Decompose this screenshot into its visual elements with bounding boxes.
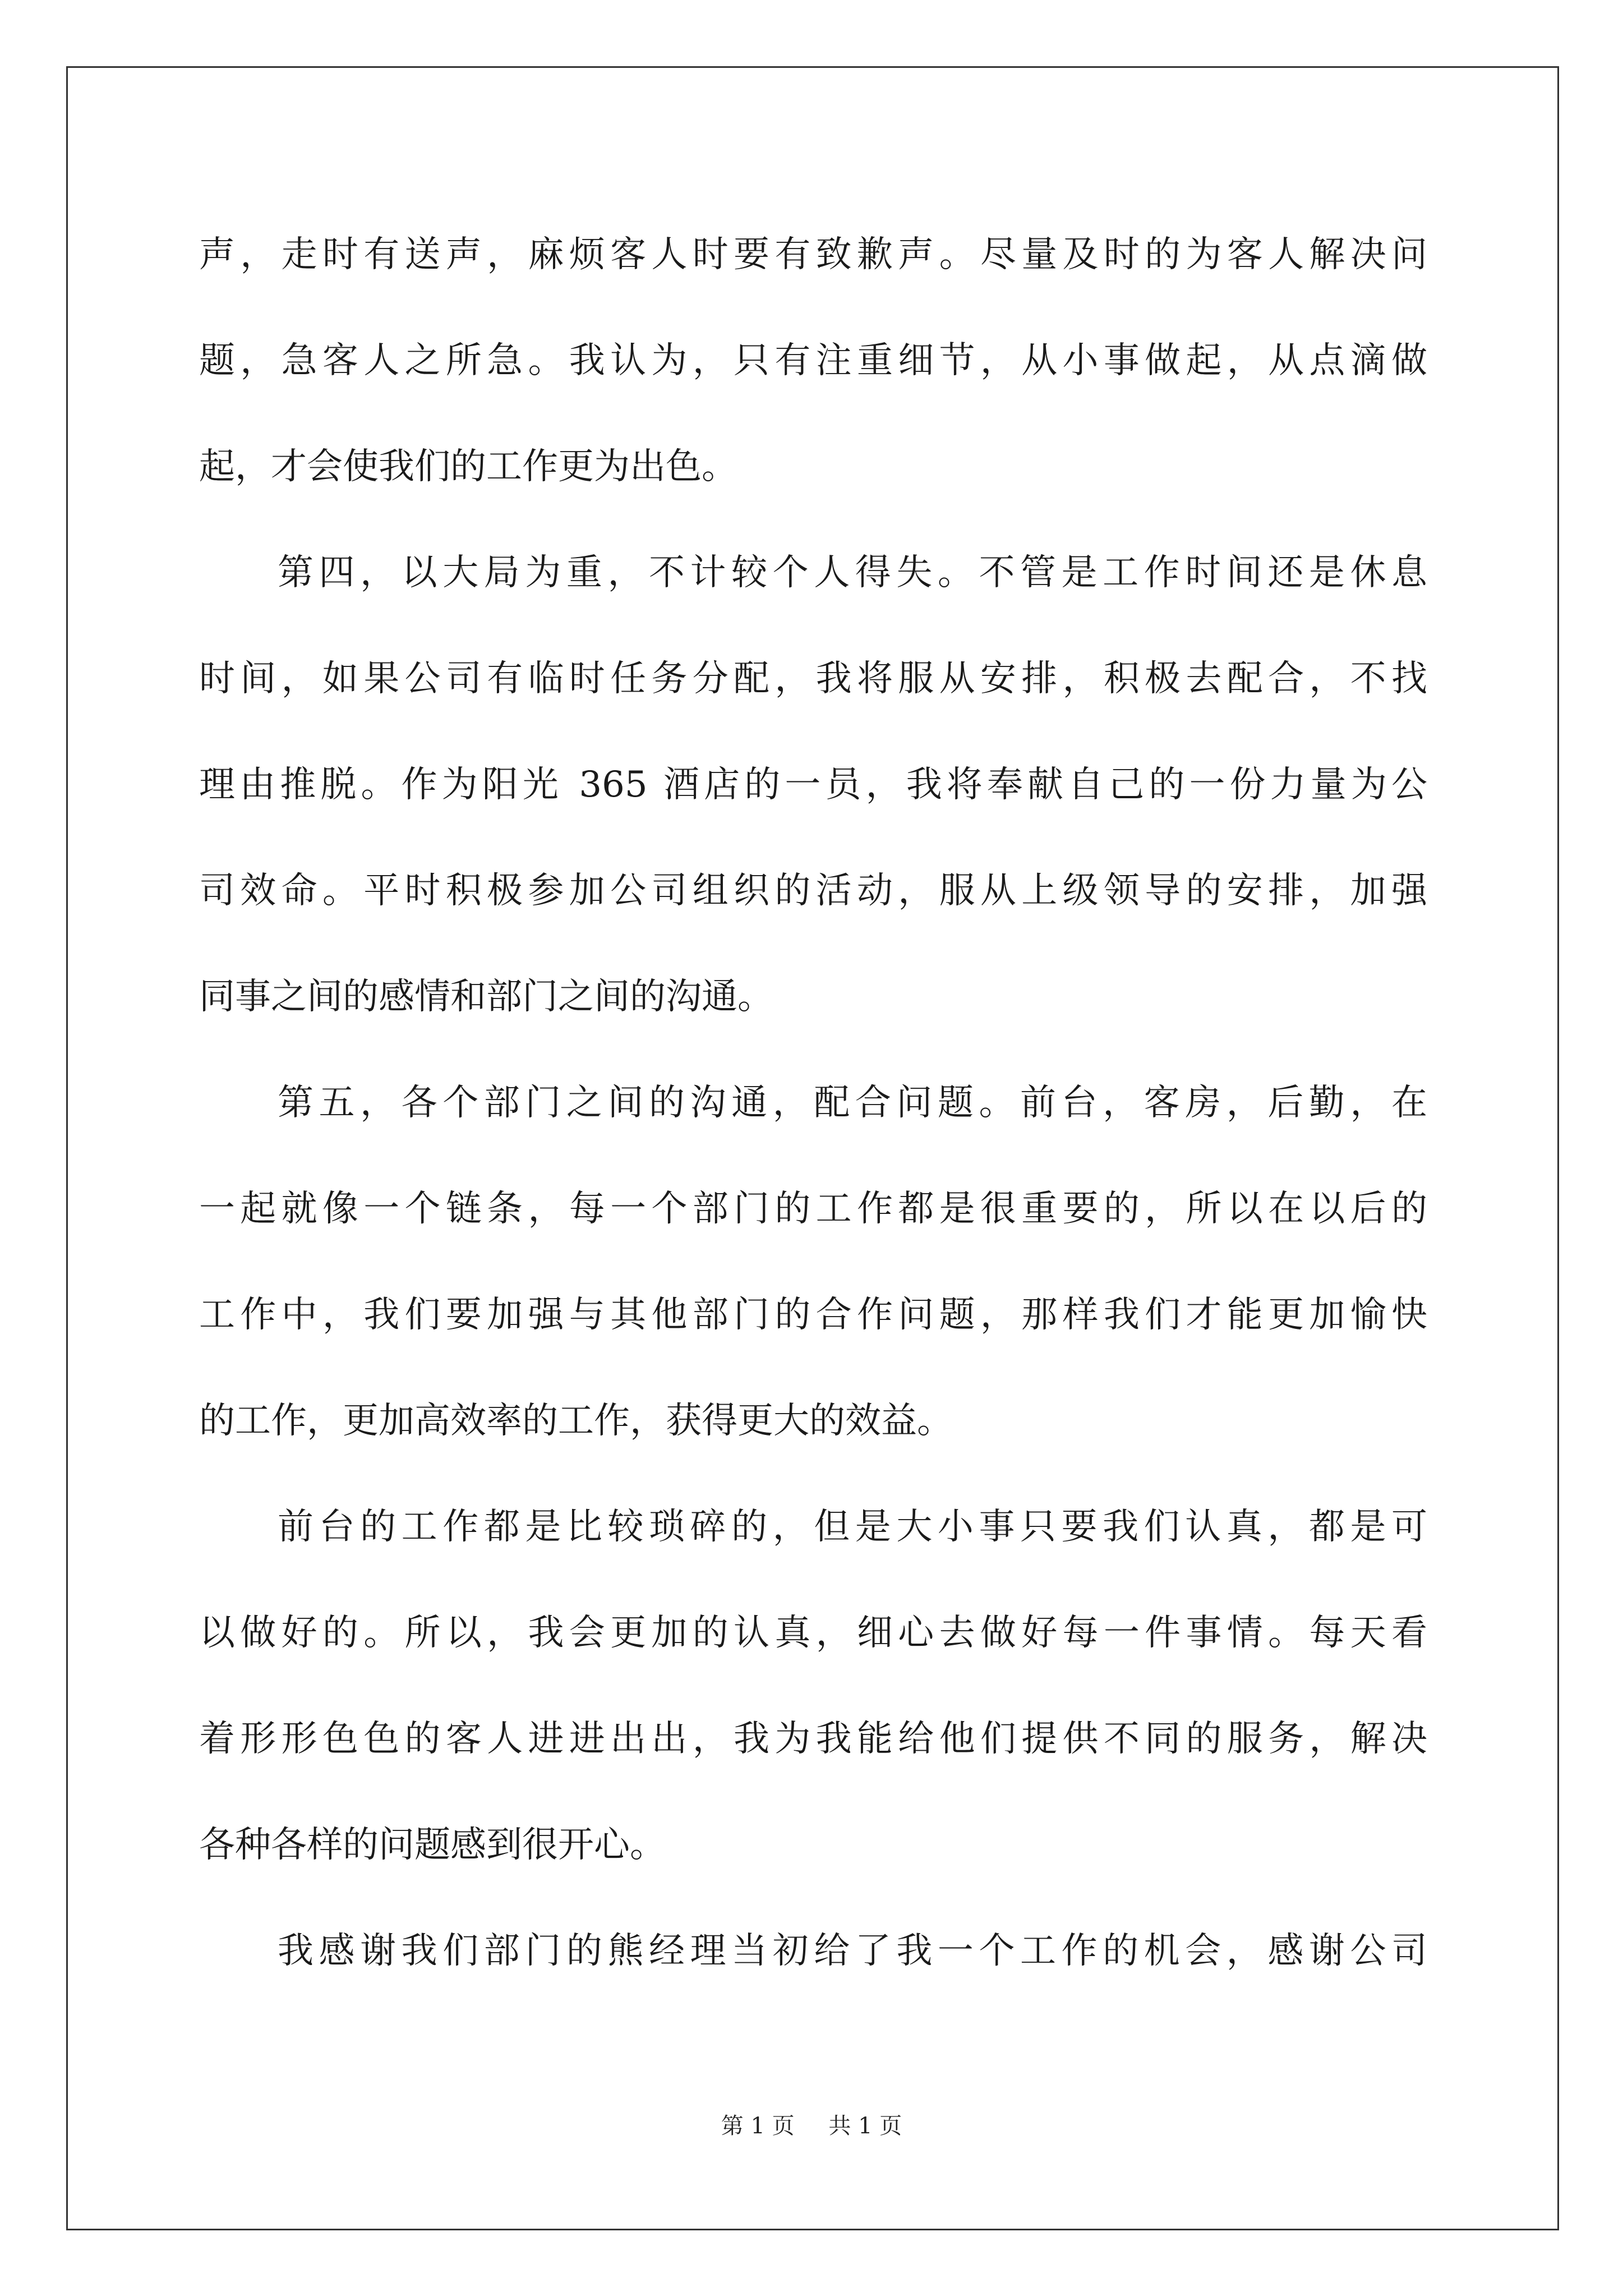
text-line: 题，急客人之所急。我认为，只有注重细节，从小事做起，从点滴做 — [199, 340, 1427, 381]
text-line: 理由推脱。作为阳光 365 酒店的一员，我将奉献自己的一份力量为公 — [199, 764, 1427, 806]
text-line: 各种各样的问题感到很开心。 — [199, 1824, 666, 1866]
text-line: 工作中，我们要加强与其他部门的合作问题，那样我们才能更加愉快 — [199, 1294, 1427, 1336]
text-line: 声，走时有送声，麻烦客人时要有致歉声。尽量及时的为客人解决问 — [199, 234, 1427, 275]
text-line: 起，才会使我们的工作更为出色。 — [199, 446, 737, 487]
text-line: 我感谢我们部门的熊经理当初给了我一个工作的机会，感谢公司 — [278, 1930, 1427, 1972]
text-line: 的工作，更加高效率的工作，获得更大的效益。 — [199, 1400, 953, 1442]
text-line: 同事之间的感情和部门之间的沟通。 — [199, 976, 773, 1018]
text-line: 前台的工作都是比较琐碎的，但是大小事只要我们认真，都是可 — [278, 1506, 1427, 1548]
text-line: 着形形色色的客人进进出出，我为我能给他们提供不同的服务，解决 — [199, 1718, 1427, 1760]
document-body — [199, 202, 1427, 2004]
page-footer — [0, 2113, 1623, 2139]
page-number-current: 第 1 页 — [721, 2113, 795, 2139]
text-line: 以做好的。所以，我会更加的认真，细心去做好每一件事情。每天看 — [199, 1612, 1427, 1654]
text-line: 一起就像一个链条，每一个部门的工作都是很重要的，所以在以后的 — [199, 1188, 1427, 1230]
page-number-total: 共 1 页 — [828, 2113, 902, 2139]
text-line: 第五，各个部门之间的沟通，配合问题。前台，客房，后勤，在 — [278, 1082, 1427, 1124]
text-line: 第四，以大局为重，不计较个人得失。不管是工作时间还是休息 — [278, 552, 1427, 593]
text-line: 时间，如果公司有临时任务分配，我将服从安排，积极去配合，不找 — [199, 658, 1427, 700]
text-line: 司效命。平时积极参加公司组织的活动，服从上级领导的安排，加强 — [199, 870, 1427, 912]
